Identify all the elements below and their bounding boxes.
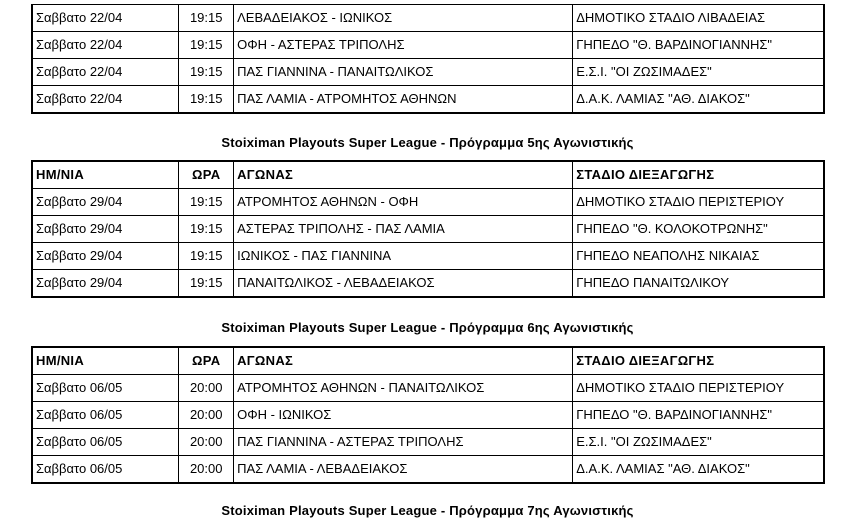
cell-match: ΠΑΣ ΛΑΜΙΑ - ΑΤΡΟΜΗΤΟΣ ΑΘΗΝΩΝ — [234, 86, 573, 114]
cell-venue: Δ.Α.Κ. ΛΑΜΙΑΣ "ΑΘ. ΔΙΑΚΟΣ" — [573, 86, 824, 114]
cell-date: Σαββατο 29/04 — [32, 216, 179, 243]
cell-time: 19:15 — [179, 86, 234, 114]
schedule-table-round-5 — [31, 160, 825, 298]
table-row — [32, 270, 824, 298]
table-header-row — [32, 161, 824, 189]
cell-match: ΠΑΣ ΛΑΜΙΑ - ΛΕΒΑΔΕΙΑΚΟΣ — [234, 456, 573, 484]
cell-match: ΙΩΝΙΚΟΣ - ΠΑΣ ΓΙΑΝΝΙΝΑ — [234, 243, 573, 270]
cell-venue: Ε.Σ.Ι. "ΟΙ ΖΩΣΙΜΑΔΕΣ" — [573, 59, 824, 86]
cell-date: Σαββατο 29/04 — [32, 270, 179, 298]
cell-venue: ΓΗΠΕΔΟ "Θ. ΒΑΡΔΙΝΟΓΙΑΝΝΗΣ" — [573, 402, 824, 429]
cell-venue: ΔΗΜΟΤΙΚΟ ΣΤΑΔΙΟ ΠΕΡΙΣΤΕΡΙΟΥ — [573, 375, 824, 402]
cell-match: ΠΑΣ ΓΙΑΝΝΙΝΑ - ΑΣΤΕΡΑΣ ΤΡΙΠΟΛΗΣ — [234, 429, 573, 456]
table-row — [32, 59, 824, 86]
cell-venue: ΓΗΠΕΔΟ "Θ. ΒΑΡΔΙΝΟΓΙΑΝΝΗΣ" — [573, 32, 824, 59]
cell-venue: ΓΗΠΕΔΟ ΠΑΝΑΙΤΩΛΙΚΟΥ — [573, 270, 824, 298]
header-match: ΑΓΩΝΑΣ — [234, 347, 573, 375]
cell-date: Σαββατο 06/05 — [32, 402, 179, 429]
cell-venue: ΔΗΜΟΤΙΚΟ ΣΤΑΔΙΟ ΠΕΡΙΣΤΕΡΙΟΥ — [573, 189, 824, 216]
table-row — [32, 5, 824, 32]
cell-time: 20:00 — [179, 456, 234, 484]
cell-venue: Δ.Α.Κ. ΛΑΜΙΑΣ "ΑΘ. ΔΙΑΚΟΣ" — [573, 456, 824, 484]
cell-time: 19:15 — [179, 216, 234, 243]
cell-time: 20:00 — [179, 375, 234, 402]
header-venue: ΣΤΑΔΙΟ ΔΙΕΞΑΓΩΓΗΣ — [573, 161, 824, 189]
header-time: ΩΡΑ — [179, 161, 234, 189]
cell-venue: Ε.Σ.Ι. "ΟΙ ΖΩΣΙΜΑΔΕΣ" — [573, 429, 824, 456]
table-row — [32, 429, 824, 456]
cell-time: 19:15 — [179, 32, 234, 59]
header-date: ΗΜ/ΝΙΑ — [32, 161, 179, 189]
cell-match: ΠΑΝΑΙΤΩΛΙΚΟΣ - ΛΕΒΑΔΕΙΑΚΟΣ — [234, 270, 573, 298]
schedule-table-round-4 — [31, 4, 825, 114]
cell-date: Σαββατο 22/04 — [32, 59, 179, 86]
cell-match: ΠΑΣ ΓΙΑΝΝΙΝΑ - ΠΑΝΑΙΤΩΛΙΚΟΣ — [234, 59, 573, 86]
cell-match: ΟΦΗ - ΙΩΝΙΚΟΣ — [234, 402, 573, 429]
cell-date: Σαββατο 06/05 — [32, 429, 179, 456]
cell-match: ΑΣΤΕΡΑΣ ΤΡΙΠΟΛΗΣ - ΠΑΣ ΛΑΜΙΑ — [234, 216, 573, 243]
table-header-row — [32, 347, 824, 375]
section-title-round-6: Stoiximan Playouts Super League - Πρόγραμμα 6ης Αγωνιστικής — [221, 320, 634, 335]
table-row — [32, 189, 824, 216]
cell-venue: ΔΗΜΟΤΙΚΟ ΣΤΑΔΙΟ ΛΙΒΑΔΕΙΑΣ — [573, 5, 824, 32]
cell-date: Σαββατο 06/05 — [32, 456, 179, 484]
header-time: ΩΡΑ — [179, 347, 234, 375]
table-row — [32, 402, 824, 429]
cell-venue: ΓΗΠΕΔΟ "Θ. ΚΟΛΟΚΟΤΡΩΝΗΣ" — [573, 216, 824, 243]
table-row — [32, 32, 824, 59]
cell-time: 19:15 — [179, 59, 234, 86]
table-row — [32, 86, 824, 114]
cell-match: ΑΤΡΟΜΗΤΟΣ ΑΘΗΝΩΝ - ΠΑΝΑΙΤΩΛΙΚΟΣ — [234, 375, 573, 402]
cell-match: ΛΕΒΑΔΕΙΑΚΟΣ - ΙΩΝΙΚΟΣ — [234, 5, 573, 32]
cell-time: 19:15 — [179, 5, 234, 32]
cell-match: ΟΦΗ - ΑΣΤΕΡΑΣ ΤΡΙΠΟΛΗΣ — [234, 32, 573, 59]
cell-time: 19:15 — [179, 243, 234, 270]
table-row — [32, 216, 824, 243]
table-row — [32, 456, 824, 484]
cell-time: 19:15 — [179, 270, 234, 298]
cell-time: 20:00 — [179, 402, 234, 429]
header-venue: ΣΤΑΔΙΟ ΔΙΕΞΑΓΩΓΗΣ — [573, 347, 824, 375]
cell-date: Σαββατο 22/04 — [32, 86, 179, 114]
section-title-round-5: Stoiximan Playouts Super League - Πρόγραμμα 5ης Αγωνιστικής — [221, 135, 634, 150]
cell-date: Σαββατο 22/04 — [32, 5, 179, 32]
table-row — [32, 375, 824, 402]
schedule-table-round-6 — [31, 346, 825, 484]
table-row — [32, 243, 824, 270]
cell-date: Σαββατο 22/04 — [32, 32, 179, 59]
cell-time: 19:15 — [179, 189, 234, 216]
cell-time: 20:00 — [179, 429, 234, 456]
header-date: ΗΜ/ΝΙΑ — [32, 347, 179, 375]
cell-date: Σαββατο 29/04 — [32, 243, 179, 270]
cell-match: ΑΤΡΟΜΗΤΟΣ ΑΘΗΝΩΝ - ΟΦΗ — [234, 189, 573, 216]
header-match: ΑΓΩΝΑΣ — [234, 161, 573, 189]
cell-venue: ΓΗΠΕΔΟ ΝΕΑΠΟΛΗΣ ΝΙΚΑΙΑΣ — [573, 243, 824, 270]
section-title-round-7: Stoiximan Playouts Super League - Πρόγραμμα 7ης Αγωνιστικής — [221, 503, 634, 518]
cell-date: Σαββατο 29/04 — [32, 189, 179, 216]
cell-date: Σαββατο 06/05 — [32, 375, 179, 402]
